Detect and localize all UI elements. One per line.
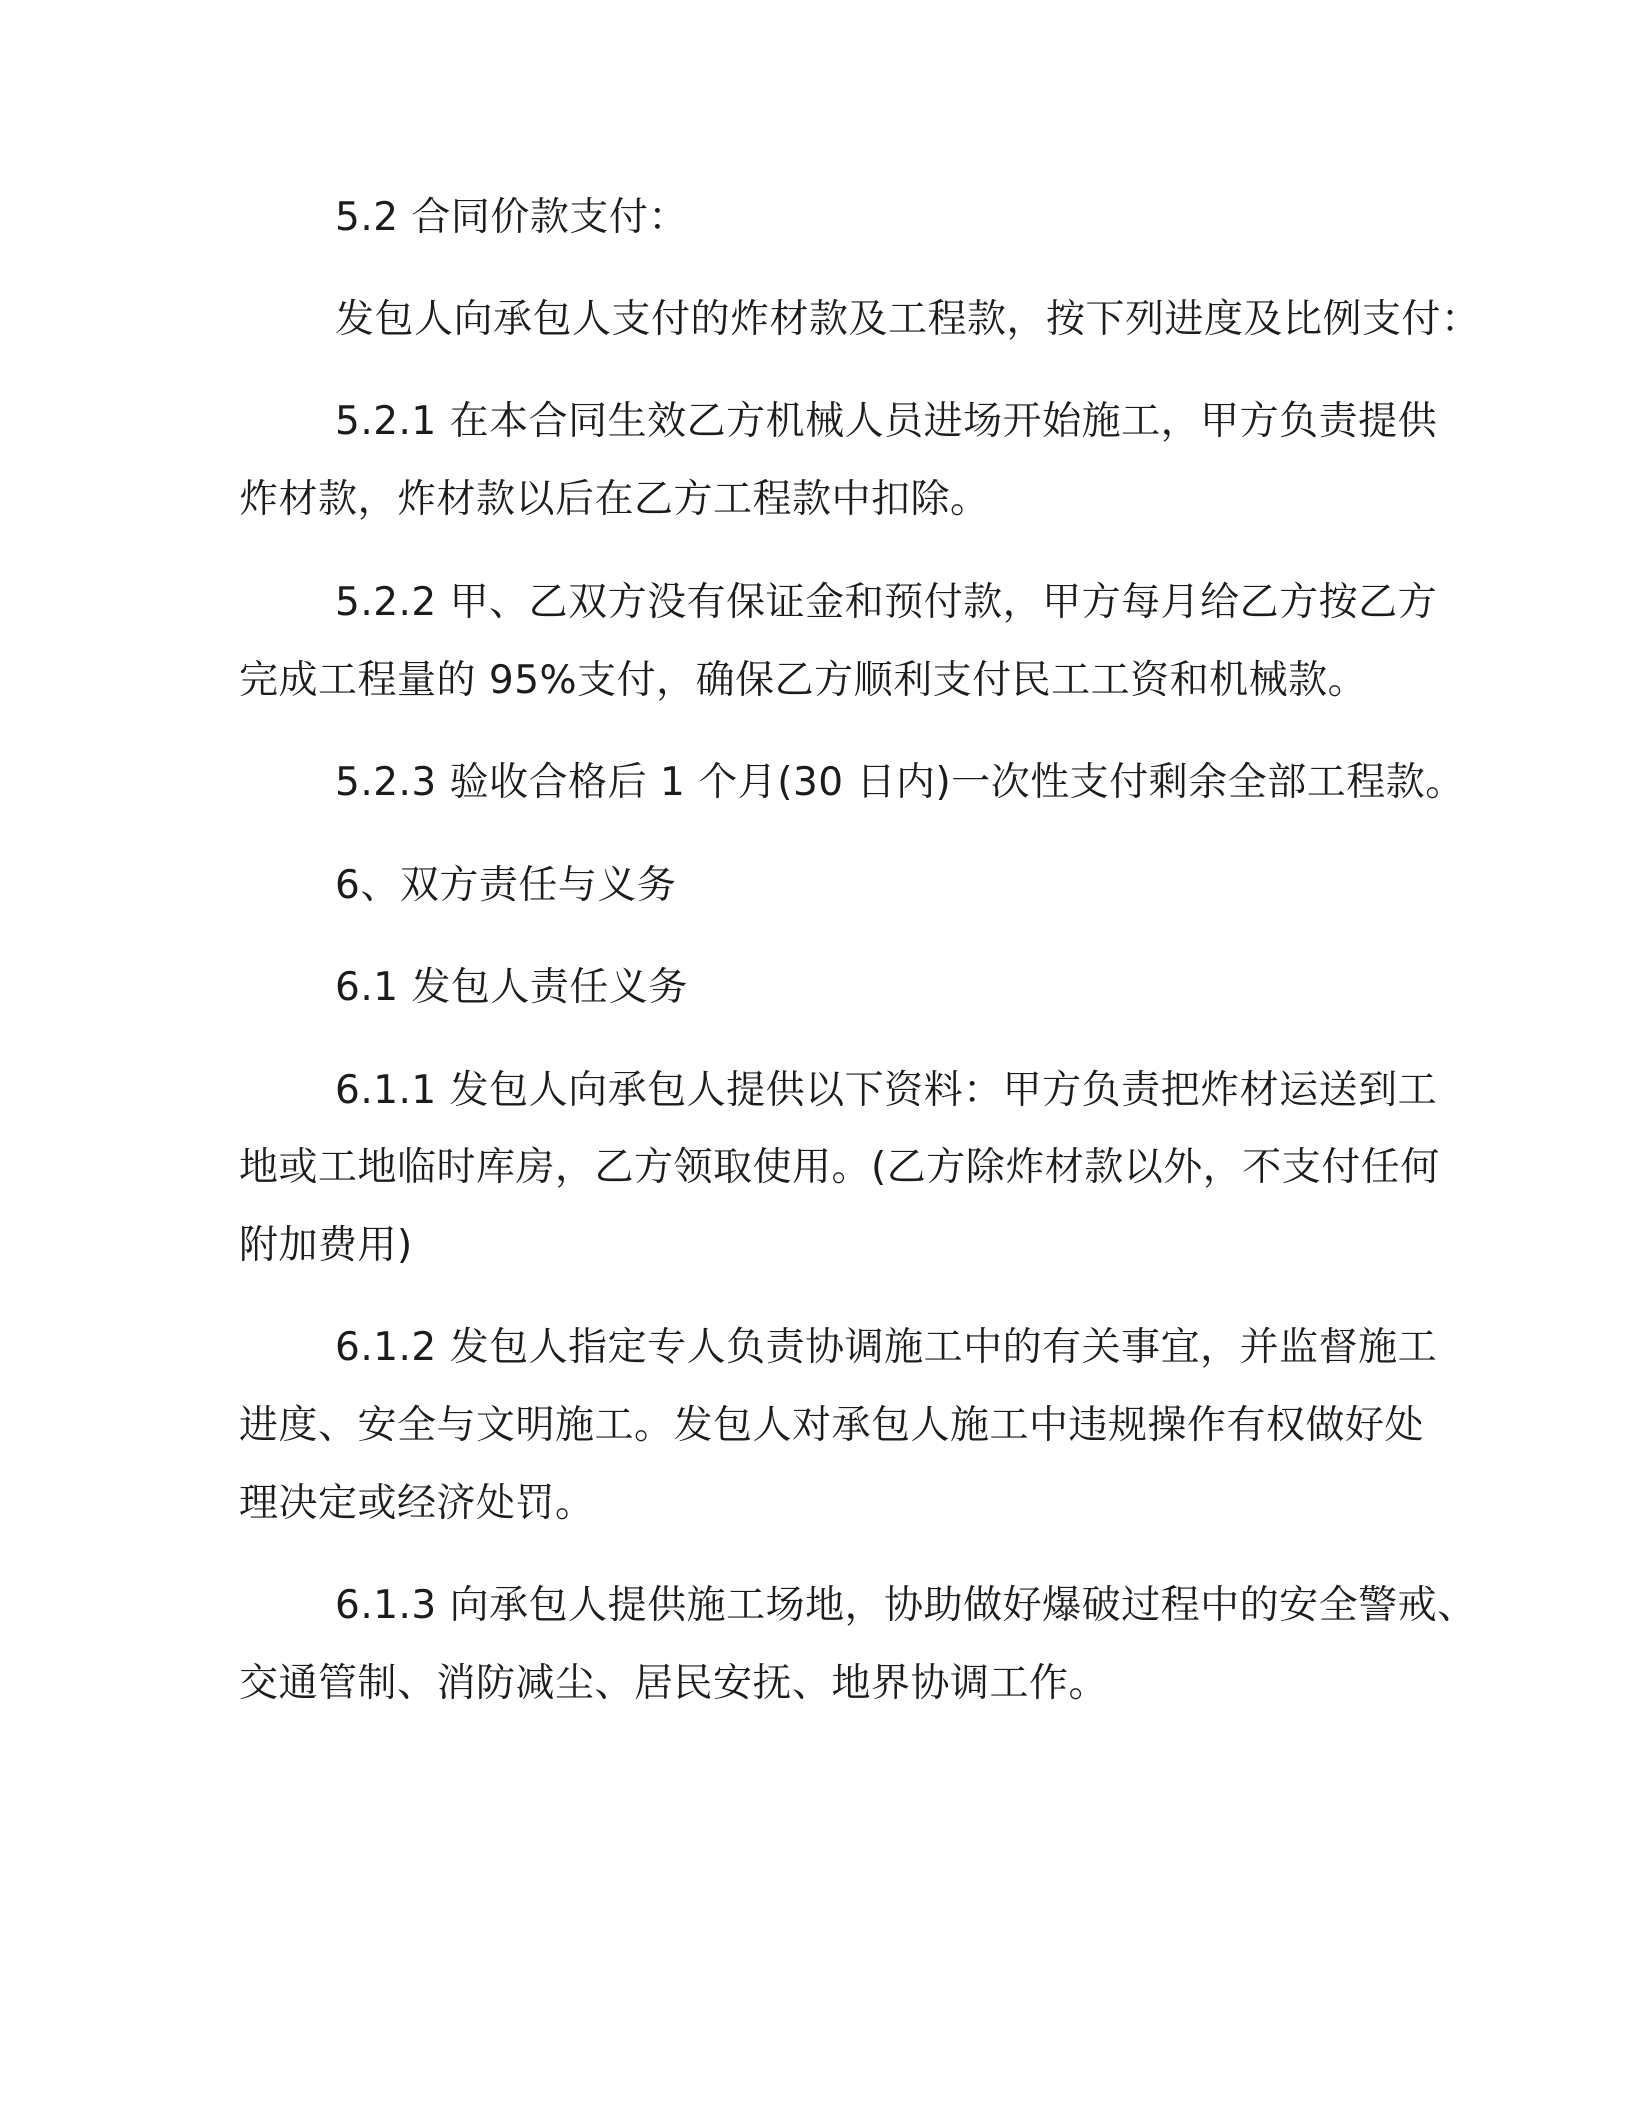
clause-6-1-3-line-2: 交通管制、消防减尘、居民安抚、地界协调工作。 xyxy=(239,1661,1109,1706)
clause-5-2-3: 5.2.3 验收合格后 1 个月(30 日内)一次性支付剩余全部工程款。 xyxy=(335,760,1465,805)
clause-6-1-1-line-2: 地或工地临时库房，乙方领取使用。(乙方除炸材款以外，不支付任何 xyxy=(239,1145,1440,1190)
clause-5-2-2-line-1: 5.2.2 甲、乙双方没有保证金和预付款，甲方每月给乙方按乙方 xyxy=(335,580,1438,625)
clause-6-1-2-line-2: 进度、安全与文明施工。发包人对承包人施工中违规操作有权做好处 xyxy=(239,1403,1425,1448)
section-6-heading: 6、双方责任与义务 xyxy=(335,863,677,908)
clause-6-1-2-line-3: 理决定或经济处罚。 xyxy=(239,1481,595,1526)
clause-5-2-2-line-2: 完成工程量的 95%支付，确保乙方顺利支付民工工资和机械款。 xyxy=(239,658,1368,703)
clause-6-1-2-line-1: 6.1.2 发包人指定专人负责协调施工中的有关事宜，并监督施工 xyxy=(335,1325,1438,1370)
clause-6-1-1-line-3: 附加费用) xyxy=(239,1223,413,1268)
clause-5-2-intro: 发包人向承包人支付的炸材款及工程款，按下列进度及比例支付： xyxy=(335,297,1481,342)
clause-6-1-1-line-1: 6.1.1 发包人向承包人提供以下资料：甲方负责把炸材运送到工 xyxy=(335,1068,1438,1113)
clause-6-1-3-line-1: 6.1.3 向承包人提供施工场地，协助做好爆破过程中的安全警戒、 xyxy=(335,1583,1477,1628)
clause-6-1-heading: 6.1 发包人责任义务 xyxy=(335,965,688,1010)
clause-5-2-1-line-1: 5.2.1 在本合同生效乙方机械人员进场开始施工，甲方负责提供 xyxy=(335,399,1438,444)
clause-5-2-heading: 5.2 合同价款支付： xyxy=(335,195,688,240)
clause-5-2-1-line-2: 炸材款，炸材款以后在乙方工程款中扣除。 xyxy=(239,477,990,522)
